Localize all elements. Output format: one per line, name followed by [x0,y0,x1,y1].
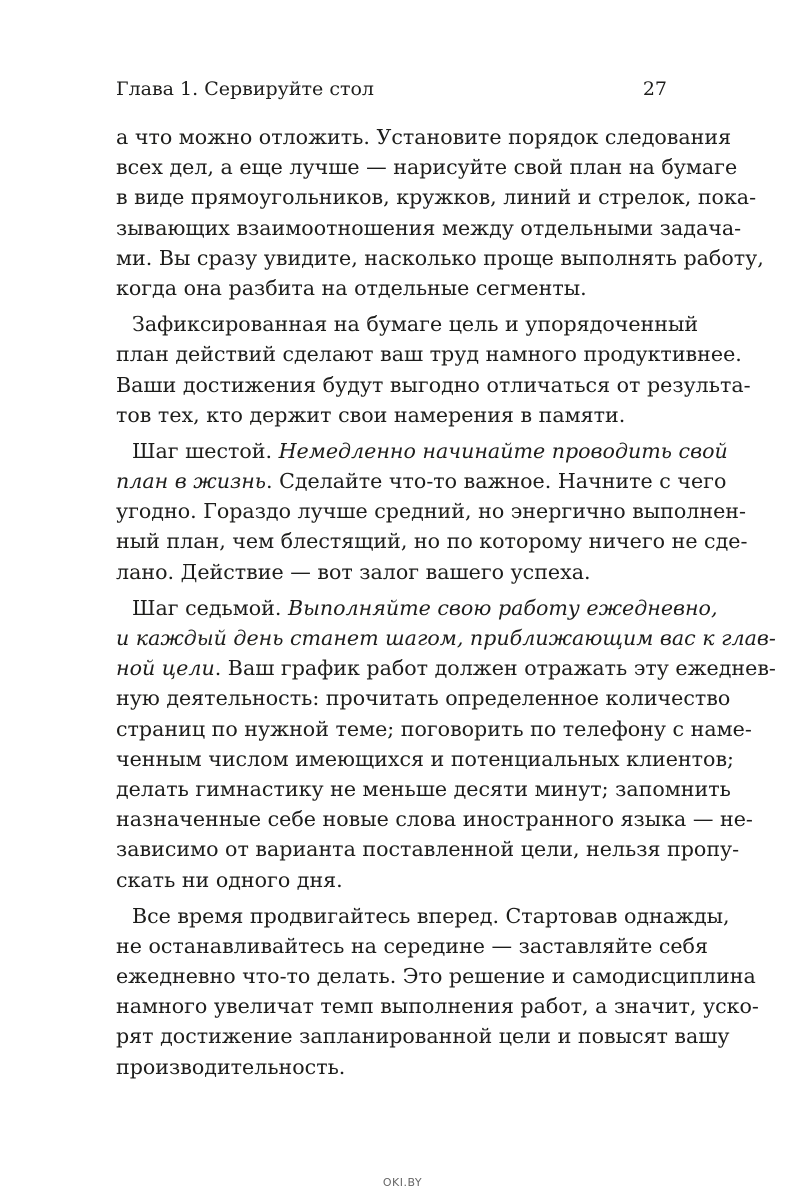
text-segment: Ваши достижения будут выгодно отличаться от результа- [116,372,751,397]
text-segment: Шаг шестой. [132,438,279,463]
text-line [116,744,734,774]
text-line [116,961,756,991]
paragraph [116,309,751,430]
text-segment: страниц по нужной теме; поговорить по телефону с наме- [116,716,752,741]
text-segment: . Сделайте что-то важное. Начните с чего [265,469,727,494]
text-line [116,931,708,961]
text-line [116,991,759,1021]
watermark: OKI.BY [382,1176,423,1189]
text-line [116,623,776,653]
text-segment: Шаг седьмой. [132,595,288,620]
text-line [116,152,738,182]
text-segment: делать гимнастику не меньше десяти минут; запомнить [116,776,731,801]
paragraph [116,436,748,587]
text-segment: ченным числом имеющихся и потенциальных клиентов; [116,746,734,771]
text-segment: ежедневно что-то делать. Это решение и самодисциплина [116,964,756,989]
italic-text: ной цели [116,656,215,681]
text-segment: . Ваш график работ должен отражать эту ежеднев- [214,656,776,681]
italic-text: и каждый день станет шагом, приближающим вас к глав- [116,626,776,650]
italic-text: план в жизнь [116,469,266,494]
chapter-title: Глава 1. Сервируйте стол [116,78,374,100]
text-line [116,593,718,623]
text-line [116,901,730,931]
text-segment: производительность. [116,1054,346,1079]
text-segment: назначенные себе новые слова иностранного языка — не- [116,807,753,832]
paragraph [116,593,776,895]
text-segment: когда она разбита на отдельные сегменты. [116,275,587,300]
italic-text: Выполняйте свою работу ежедневно, [287,595,718,620]
paragraph [116,901,759,1082]
text-line [116,273,666,303]
text-segment: ми. Вы сразу увидите, насколько проще выполнять работу, [116,245,764,270]
text-line [116,865,666,895]
text-line [116,1052,666,1082]
text-segment: Зафиксированная на бумаге цель и упорядоченный [132,312,699,337]
text-segment: план действий сделают ваш труд намного продуктивнее. [116,342,742,367]
text-line [116,804,753,834]
text-line [116,653,776,683]
text-line [116,243,764,273]
text-line [116,436,728,466]
text-segment: всех дел, а еще лучше — нарисуйте свой план на бумаге [116,155,738,180]
text-line [116,526,748,556]
text-segment: в виде прямоугольников, кружков, линий и стрелок, пока- [116,185,757,210]
text-segment: тов тех, кто держит свои намерения в памяти. [116,402,626,427]
text-segment: зависимо от варианта поставленной цели, нельзя пропу- [116,837,740,862]
text-segment: ную деятельность: прочитать определенное количество [116,686,731,711]
text-segment: рят достижение запланированной цели и повысят вашу [116,1024,730,1049]
text-line [116,400,666,430]
text-line [116,213,742,243]
text-segment: зывающих взаимоотношения между отдельными задача- [116,215,742,240]
running-header [116,78,667,100]
text-line [116,496,746,526]
text-line [116,370,751,400]
text-line [116,122,732,152]
text-segment: намного увеличат темп выполнения работ, а значит, уско- [116,994,759,1019]
body-text [116,122,776,1082]
text-line [116,182,757,212]
page-number: 27 [642,78,667,100]
text-segment: Все время продвигайтесь вперед. Стартовав однажды, [132,903,730,928]
italic-text: Немедленно начинайте проводить свой [278,438,728,463]
text-line [116,309,699,339]
text-line [116,557,666,587]
text-segment: угодно. Гораздо лучше средний, но энергично выполнен- [116,499,746,524]
text-line [116,834,740,864]
text-line [116,774,731,804]
text-line [116,466,727,496]
paragraph [116,122,764,303]
text-line [116,339,742,369]
text-segment: лано. Действие — вот залог вашего успеха. [116,559,591,584]
text-line [116,714,752,744]
text-segment: ный план, чем блестящий, но по которому ничего не сде- [116,529,748,554]
text-line [116,1021,730,1051]
text-line [116,683,731,713]
text-segment: скать ни одного дня. [116,867,343,892]
text-segment: а что можно отложить. Установите порядок следования [116,125,732,149]
text-segment: не останавливайтесь на середине — заставляйте себя [116,933,708,958]
